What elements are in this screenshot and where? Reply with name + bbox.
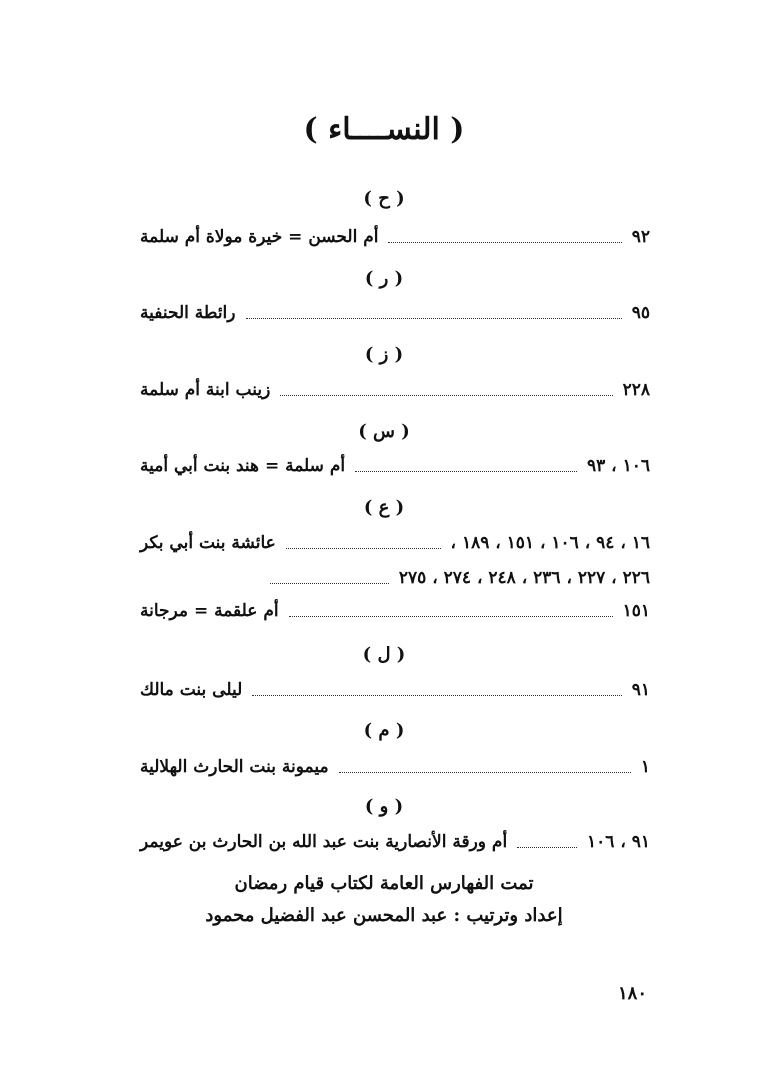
letter-heading-sin: ( س ) xyxy=(358,421,410,442)
letter-heading-lam: ( ل ) xyxy=(362,644,406,665)
entry-name: أم سلمة = هند بنت أبي أمية xyxy=(140,456,346,476)
index-entry-continuation xyxy=(140,563,650,593)
entry-pages: ٩١ xyxy=(631,680,650,700)
entry-name: أم علقمة = مرجانة xyxy=(140,601,279,621)
entry-pages: ١٥١ xyxy=(622,601,650,621)
letter-heading-waw: ( و ) xyxy=(364,796,404,817)
entry-name: ميمونة بنت الحارث الهلالية xyxy=(140,757,329,777)
entry-pages: ١٦ ، ٩٤ ، ١٠٦ ، ١٥١ ، ١٨٩ ، xyxy=(450,533,650,553)
index-entry xyxy=(140,675,650,705)
letter-heading-ra: ( ر ) xyxy=(364,268,404,289)
leader-dots xyxy=(388,242,621,243)
leader-dots xyxy=(286,548,441,549)
letter-heading-mim: ( م ) xyxy=(363,720,405,741)
entry-name: زينب ابنة أم سلمة xyxy=(140,380,271,400)
leader-dots xyxy=(289,616,613,617)
entry-pages: ٩١ ، ١٠٦ xyxy=(587,832,650,852)
index-entry xyxy=(140,752,650,782)
leader-dots xyxy=(517,847,577,848)
entry-name: أم الحسن = خيرة مولاة أم سلمة xyxy=(140,227,379,247)
index-entry xyxy=(140,596,650,626)
page-number: ١٨٠ xyxy=(618,983,648,1004)
index-entry xyxy=(140,528,650,558)
compiler-credit: إعداد وترتيب : عبد المحسن عبد الفضيل محمود xyxy=(205,905,563,926)
entry-pages: ٢٢٨ xyxy=(622,380,650,400)
entry-pages: ١٠٦ ، ٩٣ xyxy=(587,456,650,476)
leader-dots xyxy=(252,695,621,696)
index-entry xyxy=(140,298,650,328)
letter-heading-ha: ( ح ) xyxy=(363,188,405,209)
index-entry xyxy=(140,827,650,857)
index-entry xyxy=(140,375,650,405)
closing-note: تمت الفهارس العامة لكتاب قيام رمضان xyxy=(234,873,534,894)
entry-pages: ١ xyxy=(640,757,650,777)
leader-dots xyxy=(270,583,389,584)
letter-heading-ayn: ( ع ) xyxy=(363,497,405,518)
leader-dots xyxy=(355,471,577,472)
letter-heading-zay: ( ز ) xyxy=(364,344,404,365)
entry-name: أم ورقة الأنصارية بنت عبد الله بن الحارث بن عويمر xyxy=(140,832,508,852)
section-title: ( النســــاء ) xyxy=(303,112,465,147)
entry-name: عائشة بنت أبي بكر xyxy=(140,533,276,553)
index-entry xyxy=(140,222,650,252)
leader-dots xyxy=(280,395,612,396)
entry-name: ليلى بنت مالك xyxy=(140,680,243,700)
leader-dots xyxy=(246,318,622,319)
entry-pages: ٩٥ xyxy=(631,303,650,323)
entry-pages: ٩٢ xyxy=(631,227,650,247)
index-entry xyxy=(140,451,650,481)
entry-name: رائطة الحنفية xyxy=(140,303,236,323)
entry-pages: ٢٢٦ ، ٢٢٧ ، ٢٣٦ ، ٢٤٨ ، ٢٧٤ ، ٢٧٥ xyxy=(398,568,650,588)
leader-dots xyxy=(339,772,631,773)
